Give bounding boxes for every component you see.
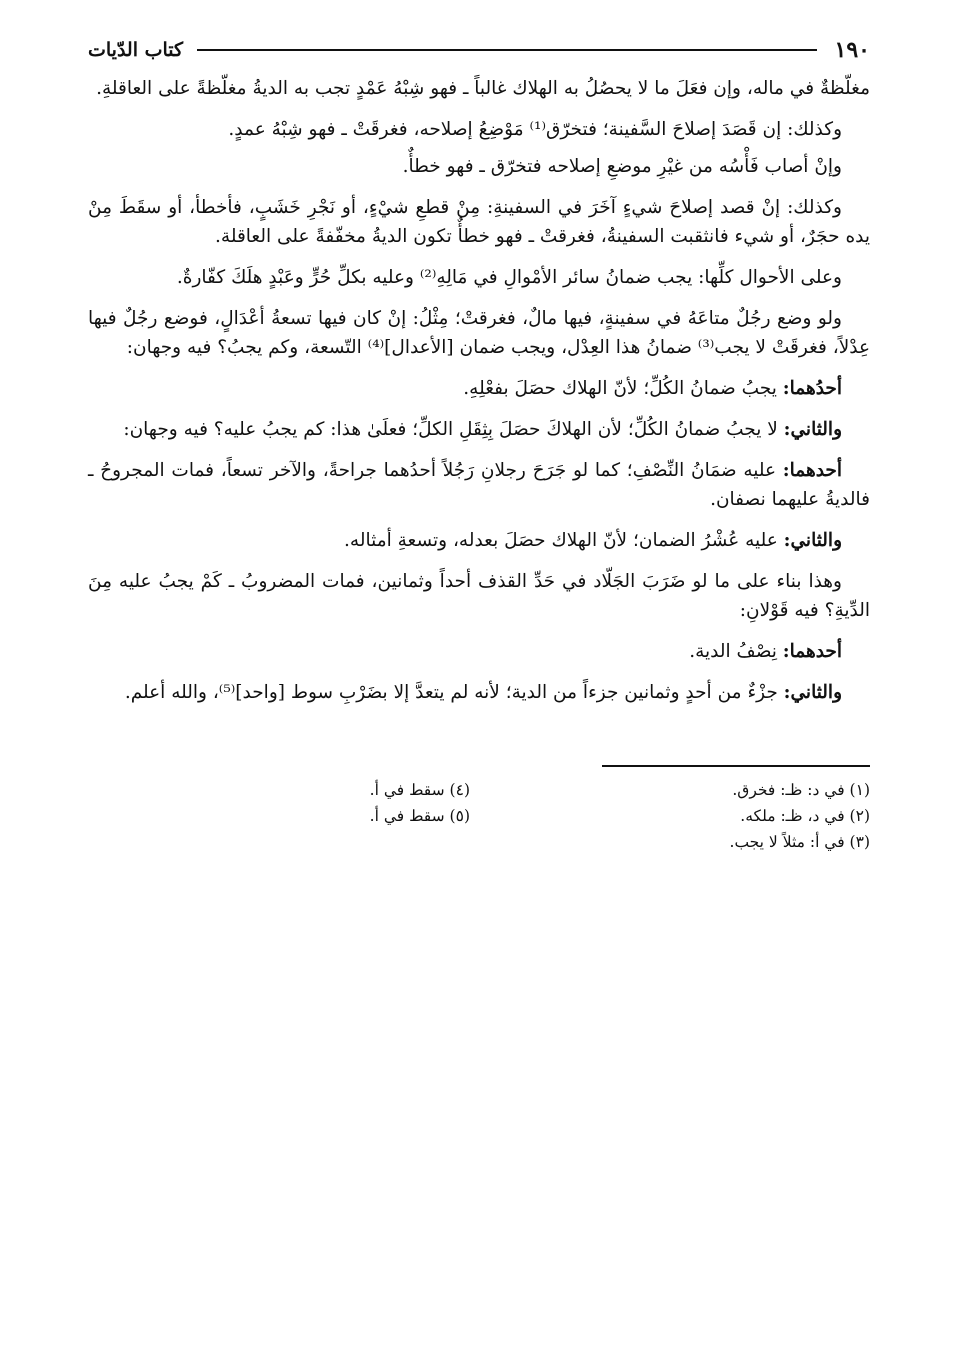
footnote-separator	[602, 765, 870, 767]
paragraph: وكذلك: إن قَصَدَ إصلاحَ السَّفينة؛ فتخرّق⁽¹⁾ مَوْضِعُ إصلاحه، فغرقَتْ ـ فهو شِبْهُ عمدٍ.	[228, 119, 842, 140]
footnote: (٢) في د، ظـ: ملكه.	[740, 807, 870, 825]
paragraph: أحدهما: نِصْفُ الدية.	[689, 641, 842, 662]
footnote: (٣) في أ: مثلاً لا يجب.	[729, 833, 870, 851]
page-number: ١٩٠	[834, 37, 870, 63]
paragraph: ولو وضع رجُلٌ متاعَهُ في سفينةٍ، فيها مالٌ، فغرقتْ؛ مِثْلُ: إنْ كان فيها تسعةُ أعْدَالٍ، فوضع رجُلٌ فيها عِدْلاً، فغرقَتْ لا يجب⁽³⁾ ضمانُ هذا العِدْل، ويجب ضمان [الأعدال]⁽⁴⁾ التّسعة، وكم يجبُ؟ فيه وجهان:	[88, 308, 870, 358]
paragraph: والثاني: لا يجبُ ضمانُ الكُلِّ؛ لأن الهلاكَ حصَلَ بِثِقَلِ الكلِّ؛ فعلَىٰ هذا: كم يجبُ عليه؟ فيه وجهان:	[123, 419, 842, 440]
document-page	[88, 30, 870, 1330]
footnote: (٤) سقط في أ.	[369, 781, 470, 799]
footnote: (٥) سقط في أ.	[369, 807, 470, 825]
paragraph: والثاني: عليه عُشْرُ الضمان؛ لأنّ الهلاك حصَلَ بعدله، وتسعةِ أمثاله.	[344, 530, 842, 551]
paragraph: وإنْ أصاب فَأْسُه من غيْرِ موضعِ إصلاحه فتخرّق ـ فهو خطأٌ.	[402, 156, 842, 177]
paragraph: مغلّظةٌ في ماله، وإن فعَلَ ما لا يحصُلُ به الهلاك غالباً ـ فهو شِبْهُ عَمْدٍ تجب به الديةُ مغلّظةً على العاقلةِ.	[96, 78, 870, 99]
body-text	[88, 74, 870, 707]
footnote: (١) في د: ظـ: فخرق.	[732, 781, 870, 799]
book-title: كتاب الدّيات	[88, 39, 184, 61]
footnotes	[88, 777, 870, 855]
page-header	[88, 30, 870, 70]
paragraph: والثاني: جزْءٌ من أحدٍ وثمانين جزءاً من الدية؛ لأنه لم يتعدَّ إلا بضَرْبِ سوط [واحد]⁽⁵⁾، والله أعلم.	[124, 682, 842, 703]
footnotes-column-left	[130, 777, 470, 855]
paragraph: أحدُهما: يجبُ ضمانُ الكُلِّ؛ لأنّ الهلاك حصَلَ بفعْلِهِ.	[463, 378, 842, 399]
paragraph: وكذلك: إنْ قصد إصلاحَ شيءٍ آخَرَ في السفينةِ: مِنْ قطعِ شيْءٍ، أو نَجْرِ خَشَبٍ، فأخطأ، أو سقَطَ مِنْ يده حجَرٌ، أو شيء فانثقبت السفينةُ، فغرقتْ ـ فهو خطأٌ تكون الديةُ مخفّفةً على العاقلة.	[88, 197, 870, 247]
paragraph: أحدهما: عليه ضمَانُ النِّصْفِ؛ كما لو جَرَحَ رجلانِ رَجُلاً أحدُهما جراحةً، والآخر تسعاً، فمات المجروحُ ـ فالديةُ عليهما نصفان.	[88, 460, 870, 510]
footnotes-column-right	[530, 777, 870, 855]
paragraph: وعلى الأحوال كلِّها: يجب ضمانُ سائر الأمْوالِ في مَالِهِ⁽²⁾ وعليه بكلِّ حُرٍّ وعَبْدٍ هلَكَ كفّارةٌ.	[176, 267, 842, 288]
paragraph: وهذا بناء على ما لو ضَرَبَ الجَلّاد في حَدِّ القذف أحداً وثمانين، فمات المضروبُ ـ كَمْ يجبُ عليه مِنَ الدِّيةِ؟ فيه قَوْلانِ:	[88, 571, 870, 621]
header-rule	[197, 49, 816, 51]
